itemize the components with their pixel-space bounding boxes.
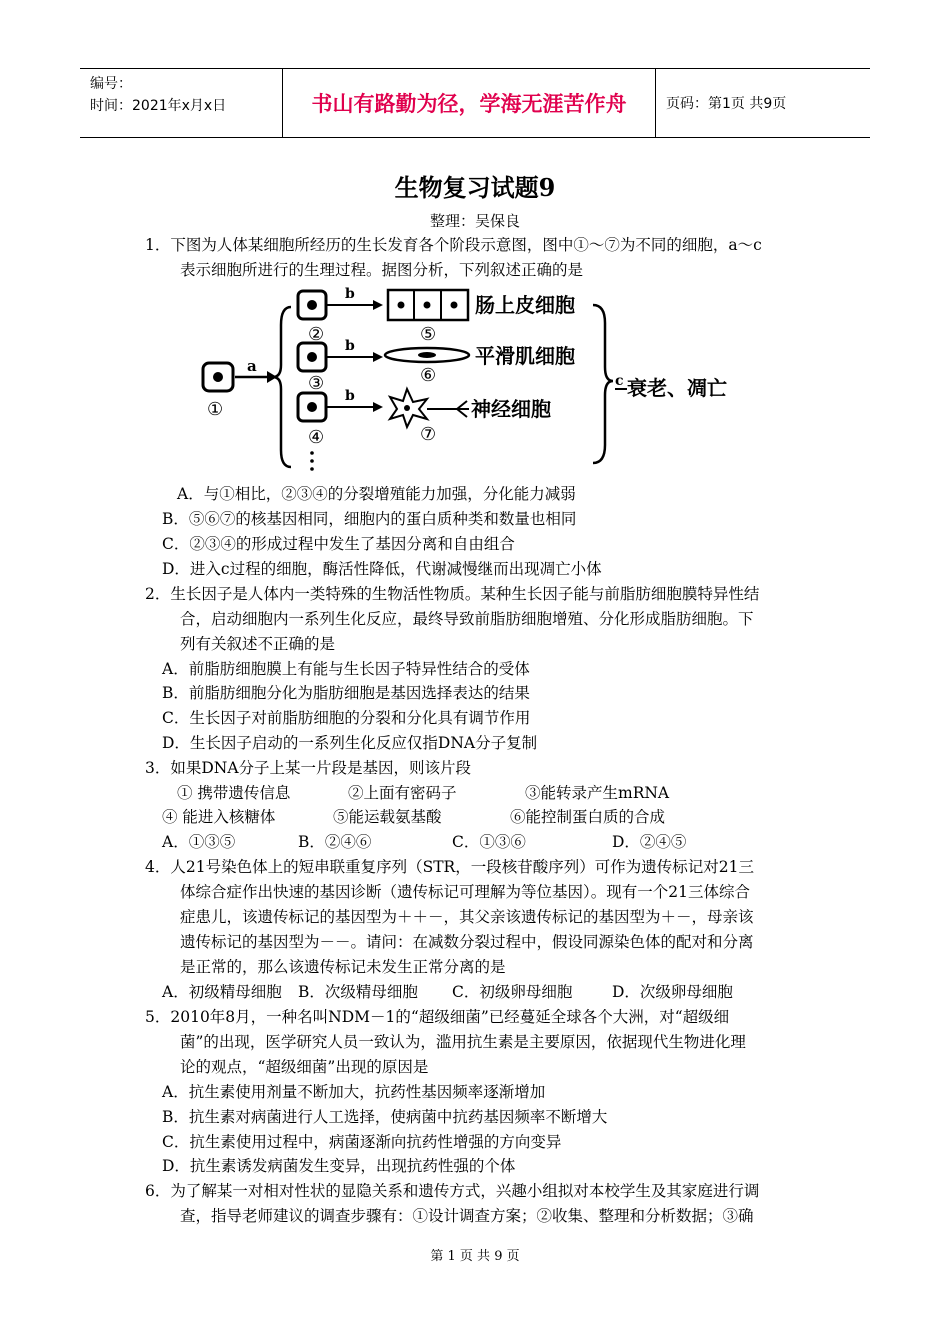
q5-option-d: D．抗生素诱发病菌发生变异，出现抗药性强的个体: [162, 1157, 516, 1175]
label-cell-1: ①: [207, 399, 224, 420]
q1-option-d: D．进入c过程的细胞，酶活性降低，代谢减慢继而出现凋亡小体: [162, 560, 602, 578]
q1-option-b: B．⑤⑥⑦的核基因相同，细胞内的蛋白质种类和数量也相同: [162, 510, 577, 528]
q3-option-a: A．①③⑤: [162, 833, 236, 851]
label-intestine-cell: 肠上皮细胞: [475, 293, 575, 317]
q2-option-c: C．生长因子对前脂肪细胞的分裂和分化具有调节作用: [162, 709, 531, 727]
q4-option-b: B．次级精母细胞: [298, 983, 418, 1001]
page-title: 生物复习试题9: [394, 173, 556, 202]
header-motto: 书山有路勤为径，学海无涯苦作舟: [282, 69, 656, 137]
label-cell-4: ④: [308, 427, 325, 448]
q2-stem-line1: 2．生长因子是人体内一类特殊的生物活性物质。某种生长因子能与前脂肪细胞膜特异性结: [145, 585, 760, 603]
q1-stem-line2: 表示细胞所进行的生理过程。据图分析，下列叙述正确的是: [180, 261, 584, 279]
right-brace: [593, 305, 613, 463]
label-cell-7: ⑦: [420, 424, 437, 445]
author-line: 整理：吴保良: [429, 212, 520, 230]
q2-option-a: A．前脂肪细胞膜上有能与生长因子特异性结合的受体: [162, 660, 530, 678]
q3-option-c: C．①③⑥: [452, 833, 526, 851]
q4-stem-line5: 是正常的，那么该遗传标记未发生正常分离的是: [180, 958, 506, 976]
q4-option-d: D．次级卵母细胞: [612, 983, 733, 1001]
label-process-b-2: b: [345, 338, 355, 354]
q5-option-a: A．抗生素使用剂量不断加大，抗药性基因频率逐渐增加: [162, 1083, 546, 1101]
label-aging-apoptosis: 衰老、凋亡: [627, 376, 727, 400]
q2-stem-line3: 列有关叙述不正确的是: [180, 635, 336, 653]
q5-stem-line1: 5．2010年8月，一种名叫NDM－1的“超级细菌”已经蔓延全球各个大洲，对“超级细: [145, 1008, 730, 1026]
label-cell-2: ②: [308, 324, 325, 345]
left-brace: [273, 307, 291, 467]
q4-stem-line2: 体综合症作出快速的基因诊断（遗传标记可理解为等位基因）。现有一个21三体综合: [180, 883, 750, 901]
q1-stem-line1: 1．下图为人体某细胞所经历的生长发育各个阶段示意图，图中①～⑦为不同的细胞，a～c: [145, 236, 762, 254]
q4-option-a: A．初级精母细胞: [162, 983, 282, 1001]
q3-option-b: B．②④⑥: [298, 833, 372, 851]
q3-option-d: D．②④⑤: [612, 833, 687, 851]
cell-development-diagram: [195, 285, 795, 480]
q1-option-a: A．与①相比，②③④的分裂增殖能力加强，分化能力减弱: [177, 485, 576, 503]
label-cell-6: ⑥: [420, 365, 437, 386]
q4-stem-line3: 症患儿，该遗传标记的基因型为＋＋－，其父亲该遗传标记的基因型为＋－，母亲该: [180, 908, 754, 926]
q2-option-b: B．前脂肪细胞分化为脂肪细胞是基因选择表达的结果: [162, 684, 530, 702]
q2-option-d: D．生长因子启动的一系列生化反应仅指DNA分子复制: [162, 734, 538, 752]
label-process-c: c: [615, 373, 624, 389]
q5-option-c: C．抗生素使用过程中，病菌逐渐向抗药性增强的方向变异: [162, 1133, 562, 1151]
page-header: [80, 68, 870, 138]
q2-stem-line2: 合，启动细胞内一系列生化反应，最终导致前脂肪细胞增殖、分化形成脂肪细胞。下: [180, 610, 754, 628]
q5-stem-line2: 菌”的出现，医学研究人员一致认为，滥用抗生素是主要原因，依据现代生物进化理: [180, 1033, 746, 1051]
q6-stem-line1: 6．为了解某一对相对性状的显隐关系和遗传方式，兴趣小组拟对本校学生及其家庭进行调: [145, 1182, 760, 1200]
q3-stem: 3．如果DNA分子上某一片段是基因，则该片段: [145, 759, 472, 777]
label-neuron-cell: 神经细胞: [471, 397, 551, 421]
q5-stem-line3: 论的观点，“超级细菌”出现的原因是: [180, 1058, 429, 1076]
q3-item-3: ③能转录产生mRNA: [525, 784, 670, 802]
page-footer: 第 1 页 共 9 页: [430, 1249, 520, 1264]
q3-item-4: ④ 能进入核糖体: [162, 808, 276, 826]
q4-option-c: C．初级卵母细胞: [452, 983, 573, 1001]
label-process-b-3: b: [345, 388, 355, 404]
header-number: 编号：: [90, 76, 132, 92]
header-time: 时间：2021年x月x日: [90, 98, 227, 114]
q4-stem-line1: 4．人21号染色体上的短串联重复序列（STR，一段核苷酸序列）可作为遗传标记对21三: [145, 858, 754, 876]
header-meta: [80, 69, 282, 137]
label-smooth-muscle-cell: 平滑肌细胞: [475, 344, 575, 368]
q3-item-6: ⑥能控制蛋白质的合成: [510, 808, 666, 826]
label-process-a: a: [247, 357, 257, 375]
q6-stem-line2: 查，指导老师建议的调查步骤有：①设计调查方案；②收集、整理和分析数据；③确: [180, 1207, 754, 1225]
header-page-info: 页码：第1页 共9页: [666, 96, 787, 112]
q1-option-c: C．②③④的形成过程中发生了基因分离和自由组合: [162, 535, 515, 553]
q4-stem-line4: 遗传标记的基因型为－－。请问：在减数分裂过程中，假设同源染色体的配对和分离: [180, 933, 754, 951]
q3-item-2: ②上面有密码子: [348, 784, 457, 802]
label-process-b-1: b: [345, 286, 355, 302]
label-cell-3: ③: [308, 373, 325, 394]
q5-option-b: B．抗生素对病菌进行人工选择，使病菌中抗药基因频率不断增大: [162, 1108, 608, 1126]
q3-item-1: ① 携带遗传信息: [177, 784, 291, 802]
q3-item-5: ⑤能运载氨基酸: [333, 808, 442, 826]
label-cell-5: ⑤: [420, 324, 437, 345]
